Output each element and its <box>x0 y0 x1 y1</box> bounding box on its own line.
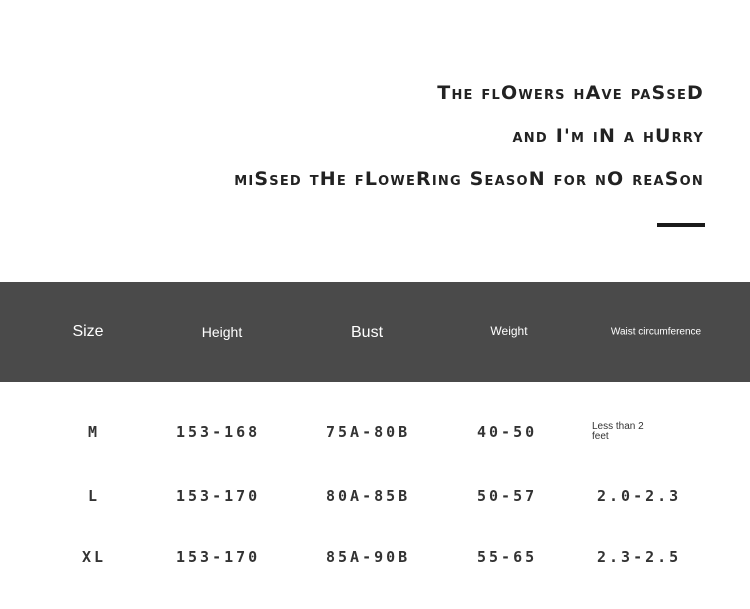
cell-height: 153-170 <box>176 487 261 505</box>
decorative-rule <box>657 223 705 227</box>
cell-waist: 2.3-2.5 <box>597 548 682 566</box>
cell-height: 153-168 <box>176 423 261 441</box>
cell-waist: 2.0-2.3 <box>597 487 682 505</box>
tagline-line-2: and I'm iN a hUrry <box>512 125 704 147</box>
cell-size: M <box>87 423 101 441</box>
cell-weight: 40-50 <box>477 423 538 441</box>
header-weight: Weight <box>490 324 528 338</box>
cell-bust: 75A-80B <box>326 423 411 441</box>
cell-bust: 80A-85B <box>326 487 411 505</box>
header-bust: Bust <box>350 324 384 341</box>
cell-bust: 85A-90B <box>326 548 411 566</box>
cell-weight: 55-65 <box>477 548 538 566</box>
cell-waist: Less than 2 feet <box>592 421 644 442</box>
tagline-line-1: The flOwers hAve paSseD <box>437 82 704 104</box>
header-size: Size <box>72 323 104 340</box>
cell-weight: 50-57 <box>477 487 538 505</box>
header-waist: Waist circumference <box>610 326 702 338</box>
cell-size: L <box>87 487 101 505</box>
cell-size: XL <box>81 548 107 566</box>
header-height: Height <box>201 324 243 340</box>
cell-height: 153-170 <box>176 548 261 566</box>
tagline-line-3: miSsed tHe fLoweRing SeasoN for nO reaSon <box>234 168 704 190</box>
